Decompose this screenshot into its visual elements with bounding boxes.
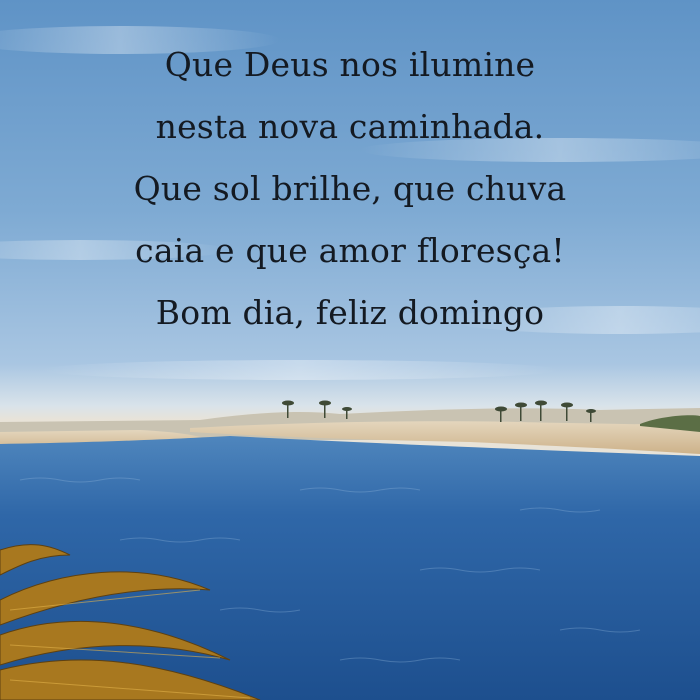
palm-frond [0, 621, 230, 665]
palm-frond [0, 660, 260, 700]
quote-line: Que sol brilhe, que chuva [133, 169, 567, 208]
quote-line: caia e que amor floresça! [135, 231, 565, 270]
quote-line: Que Deus nos ilumine [164, 45, 536, 84]
palm-fronds [0, 540, 280, 700]
quote-line: Bom dia, feliz domingo [155, 293, 545, 332]
palm-frond [0, 545, 70, 575]
quote-text [0, 34, 700, 344]
palm-frond [0, 572, 210, 625]
cloud-wisp [40, 360, 560, 380]
quote-line: nesta nova caminhada. [155, 107, 545, 146]
